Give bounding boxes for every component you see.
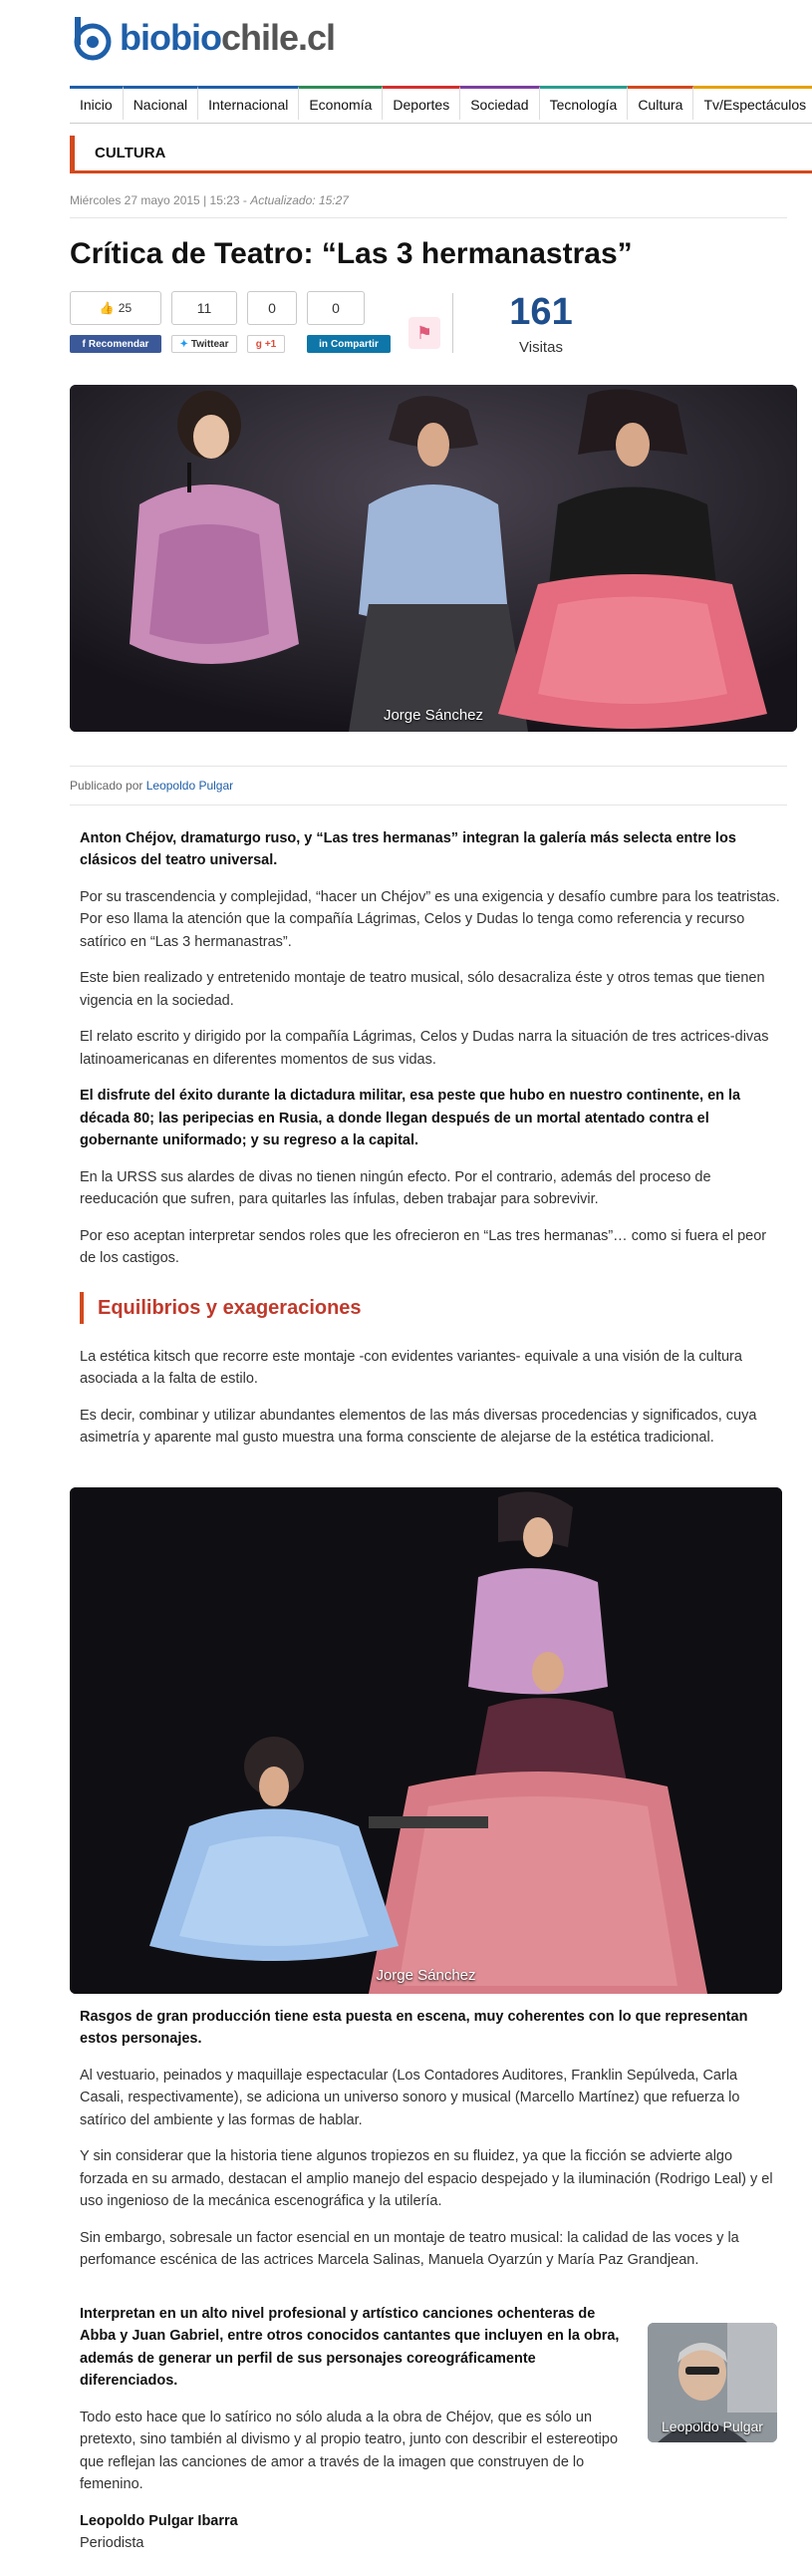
author-card-name: Leopoldo Pulgar [662,2418,763,2434]
photo-2-caption: Jorge Sánchez [376,1967,476,1984]
article-paragraph: El disfrute del éxito durante la dictadura militar, esa peste que hubo en nuestro continente, en la década 80; las peripecias en Rusia, a donde llegan después de un mortal atentado contra el gobernante uniformado; y su regreso a la capital. [80,1088,741,1149]
section-header [70,136,812,173]
article-paragraph: La estética kitsch que recorre este montaje -con evidentes variantes- equivale a una visión de la cultura asociada a la falta de estilo. [80,1349,742,1388]
nav-item-label: Tecnología [549,96,618,113]
article-paragraph: Por su trascendencia y complejidad, “hacer un Chéjov” es una exigencia y desafío cumbre para los teatristas. Por eso llama la atención que la compañía Lágrimas, Celos y Dudas lo tenga como referencia y recurso satírico en “Las 3 hermanastras”. [80,888,780,950]
nav-item-label: Economía [309,96,373,113]
twitter-count: 11 [196,300,212,316]
facebook-icon: f [82,338,86,350]
linkedin-icon: in [319,338,329,350]
nav-item-label: Internacional [208,96,289,113]
author-card[interactable] [648,2323,777,2442]
stage-photo-2 [70,1487,782,1994]
nav-item-label: Sociedad [470,96,529,113]
nav-item-econom-a[interactable] [299,86,383,120]
main-nav [70,86,812,124]
site-logo-text: biobiochile.cl [120,17,336,58]
googleplus-button[interactable] [247,335,285,353]
nav-item-tv-espect-culos[interactable] [693,86,812,120]
article-paragraph: Rasgos de gran producción tiene esta puesta en escena, muy coherentes con lo que representan estos personajes. [80,2009,748,2048]
byline-prefix: Publicado por [70,779,143,793]
article-paragraph: Este bien realizado y entretenido montaje de teatro musical, sólo desacraliza éste y otros temas que tienen vigencia en la sociedad. [80,970,765,1009]
googleplus-count-box [247,291,297,325]
share-divider [452,293,453,353]
site-header [70,10,812,70]
twitter-tweet-button[interactable] [171,335,237,353]
article-subhead: Equilibrios y exageraciones [80,1292,362,1324]
biobio-logo-icon [70,15,116,61]
signature [80,2510,782,2555]
nav-item-label: Deportes [393,96,450,113]
twitter-count-box [171,291,237,325]
linkedin-share-button[interactable] [307,335,391,353]
nav-item-deportes[interactable] [383,86,460,120]
publish-date: Miércoles 27 mayo 2015 | 15:23 [70,193,240,207]
nav-item-label: Nacional [133,96,188,113]
section-title: CULTURA [95,145,166,161]
nav-item-label: Inicio [80,96,113,113]
article-title: Crítica de Teatro: “Las 3 hermanastras” [70,237,633,270]
facebook-recommend-label: Recomendar [88,338,149,350]
photo-1-caption: Jorge Sánchez [383,707,484,724]
facebook-count: 25 [118,301,133,315]
nav-item-sociedad[interactable] [460,86,539,120]
facebook-recommend-button[interactable] [70,335,161,353]
nav-item-cultura[interactable] [628,86,693,120]
signature-role: Periodista [80,2535,144,2552]
stage-photo-1 [70,385,797,732]
linkedin-share-label: Compartir [331,338,379,350]
article-paragraph: Es decir, combinar y utilizar abundantes elementos de las más diversas procedencias y significados, cuya asimetría y aparente mal gusto muestra una forma consciente de alejarse de la estética tradicional. [80,1407,757,1447]
signature-name: Leopoldo Pulgar Ibarra [80,2513,238,2529]
article-paragraph: El relato escrito y dirigido por la compañía Lágrimas, Celos y Dudas narra la situación de tres actrices-divas latinoamericanas en diferentes momentos de sus vidas. [80,1029,769,1068]
article-paragraph: Todo esto hace que lo satírico no sólo aluda a la obra de Chéjov, que es sólo un pretexto, sino también al divismo y al propio teatro, junto con describir el estereotipo que reflejan las canciones de amor a través de la imagen que construyen de lo femenino. [80,2409,619,2493]
article-paragraph: Anton Chéjov, dramaturgo ruso, y “Las tres hermanas” integran la galería más selecta entre los clásicos del teatro universal. [80,830,736,869]
article-paragraph: Sin embargo, sobresale un factor esencial en un montaje de teatro musical: la calidad de las voces y la perfomance escénica de las actrices Marcela Salinas, Manuela Oyarzún y María Paz Grandjean. [80,2229,739,2269]
nav-item-label: Cultura [638,96,683,113]
article-paragraph: Y sin considerar que la historia tiene algunos tropiezos en su fluidez, ya que la ficción se advierte algo forzada en su armado, destacan el amplio manejo del espacio despejado y la iluminación (Rodrigo Leal) y el uso ingenioso de la mecánica escenográfica y la utilería. [80,2148,773,2210]
linkedin-count: 0 [332,300,340,316]
article-body-part-1 [80,827,782,1284]
article-body-part-4 [80,2303,633,2510]
google-plus-icon: g [255,338,262,350]
nav-item-nacional[interactable] [124,86,198,120]
googleplus-count: 0 [268,300,276,316]
article-photo-1[interactable] [70,385,797,732]
nav-item-inicio[interactable] [70,86,124,120]
nav-item-internacional[interactable] [198,86,299,120]
byline-author-link[interactable]: Leopoldo Pulgar [145,779,234,793]
nav-item-tecnolog-a[interactable] [540,86,629,120]
article-body-part-3 [80,2006,782,2286]
article-body-part-2 [80,1346,782,1463]
facebook-count-box [70,291,161,325]
visits-count: 161 [509,291,573,333]
nav-item-label: Tv/Espectáculos [703,96,807,113]
report-flag-icon[interactable]: ⚑ [408,317,440,349]
googleplus-label: +1 [264,338,277,350]
linkedin-count-box [307,291,365,325]
thumbs-up-icon: 👍 [99,301,115,315]
article-paragraph: Al vestuario, peinados y maquillaje espectacular (Los Contadores Auditores, Franklin Sepúlveda, Carla Casali, respectivamente), se adiciona un universo sonoro y musical (Marcello Martínez) que refuerza lo satírico del ambiente y las formas de hablar. [80,2067,740,2128]
article-paragraph: En la URSS sus alardes de divas no tienen ningún efecto. Por el contrario, además del proceso de reeducación que sufren, para quitarles las ínfulas, deben trabajar para sobrevivir. [80,1168,711,1208]
article-meta: Miércoles 27 mayo 2015 | 15:23 - Actualizado: 15:27 [70,193,787,218]
share-bar [70,291,787,361]
site-logo[interactable] [70,10,335,66]
updated-time: 15:27 [318,193,349,207]
byline [70,766,787,805]
twitter-tweet-label: Twittear [190,338,229,350]
twitter-bird-icon: ✦ [179,338,188,350]
article-paragraph: Por eso aceptan interpretar sendos roles que les ofrecieron en “Las tres hermanas”… como si fuera el peor de los castigos. [80,1227,767,1267]
article-paragraph: Interpretan en un alto nivel profesional y artístico canciones ochenteras de Abba y Juan Gabriel, entre otros conocidos cantantes que incluyen en la obra, además de generar un perfil de sus personajes coreográficamente diferenciados. [80,2306,620,2390]
visits-label: Visitas [519,339,563,356]
article-photo-2[interactable] [70,1487,782,1994]
updated-label: Actualizado: [250,193,316,207]
